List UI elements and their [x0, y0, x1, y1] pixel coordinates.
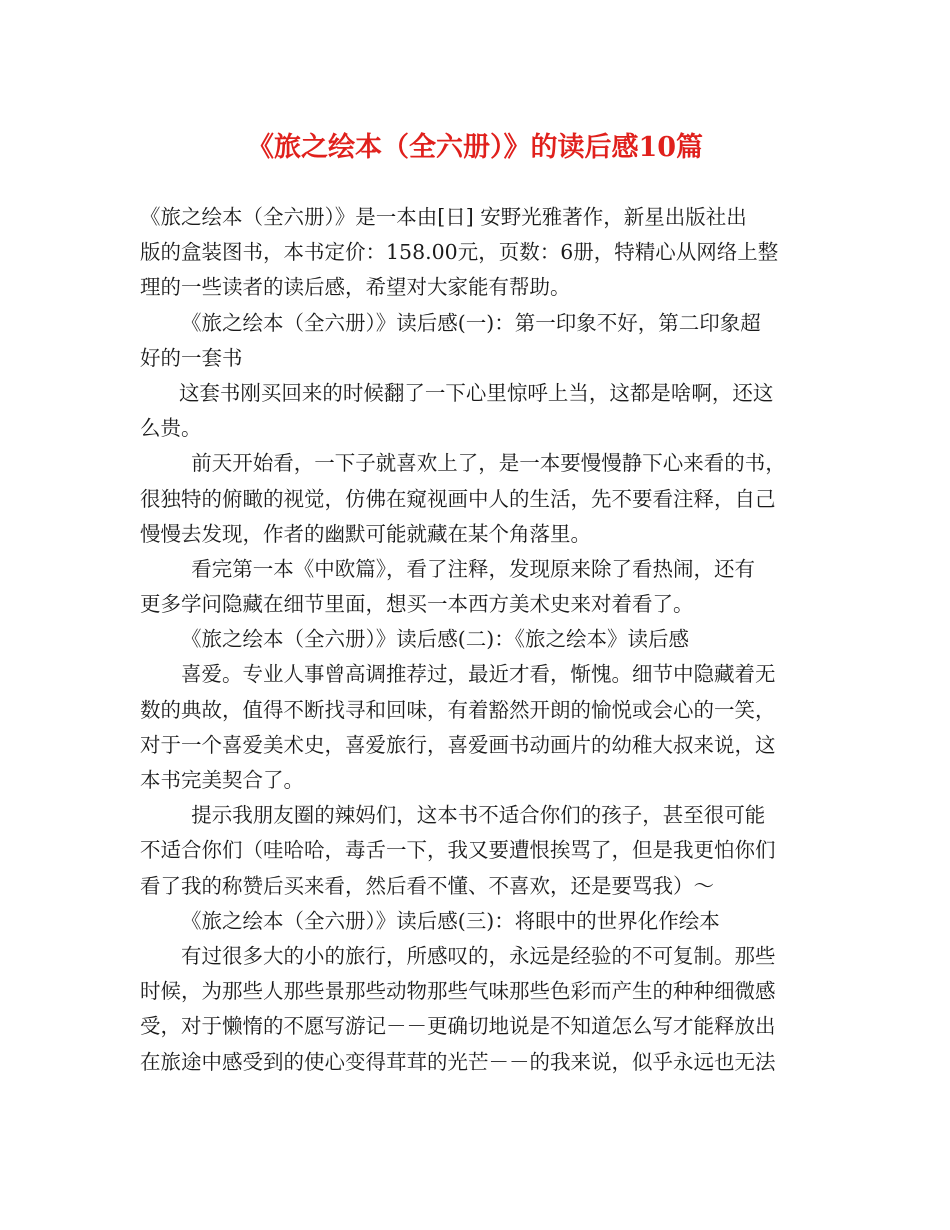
text-line: 版的盒装图书，本书定价：158.00元，页数：6册，特精心从网络上整 [140, 240, 779, 265]
text-line: 理的一些读者的读后感，希望对大家能有帮助。 [140, 275, 571, 300]
text-line: 本书完美契合了。 [140, 768, 304, 792]
text-line: 前天开始看，一下子就喜欢上了，是一本要慢慢静下心来看的书， [191, 451, 786, 476]
text-line: 慢慢去发现，作者的幽默可能就藏在某个角落里。 [140, 521, 591, 546]
text-line: 数的典故，值得不断找寻和回味，有着豁然开朗的愉悦或会心的一笑， [140, 697, 776, 722]
text-line: 有过很多大的小的旅行，所感叹的，永远是经验的不可复制。那些 [181, 943, 776, 968]
text-line: 更多学问隐藏在细节里面，想买一本西方美术史来对着看了。 [140, 592, 694, 617]
text-line: 《旅之绘本（全六册）》读后感(二)：《旅之绘本》读后感 [181, 627, 689, 652]
text-line: 提示我朋友圈的辣妈们，这本书不适合你们的孩子，甚至很可能 [191, 803, 766, 828]
document-body [140, 200, 830, 1080]
text-line: 看了我的称赞后买来看，然后看不懂、不喜欢，还是要骂我）～ [140, 873, 714, 898]
text-line: 看完第一本《中欧篇》，看了注释，发现原来除了看热闹，还有 [191, 556, 755, 581]
text-line: 时候，为那些人那些景那些动物那些气味那些色彩而产生的种种细微感 [140, 979, 776, 1004]
document-title: 《旅之绘本（全六册）》的读后感10篇 [246, 132, 704, 163]
text-line: 好的一套书 [140, 345, 243, 370]
text-line: 对于一个喜爱美术史，喜爱旅行，喜爱画书动画片的幼稚大叔来说，这 [140, 732, 776, 757]
text-line: 喜爱。专业人事曾高调推荐过，最近才看，惭愧。细节中隐藏着无 [181, 662, 776, 687]
text-line: 《旅之绘本（全六册）》读后感(一)：第一印象不好，第二印象超 [181, 310, 761, 335]
text-line: 在旅途中感受到的使心变得茸茸的光芒－－的我来说，似乎永远也无法 [140, 1049, 776, 1074]
text-line: 么贵。 [140, 416, 202, 441]
text-line: 不适合你们（哇哈哈，毒舌一下，我又要遭恨挨骂了，但是我更怕你们 [140, 838, 776, 863]
text-line: 《旅之绘本（全六册）》是一本由[日] 安野光雅著作，新星出版社出 [140, 205, 747, 229]
text-line: 这套书刚买回来的时候翻了一下心里惊呼上当，这都是啥啊，还这 [178, 380, 774, 405]
text-line: 《旅之绘本（全六册）》读后感(三)：将眼中的世界化作绘本 [181, 908, 720, 933]
text-line: 很独特的俯瞰的视觉，仿佛在窥视画中人的生活，先不要看注释，自己 [140, 486, 776, 511]
text-line: 受，对于懒惰的不愿写游记－－更确切地说是不知道怎么写才能释放出 [140, 1014, 776, 1039]
